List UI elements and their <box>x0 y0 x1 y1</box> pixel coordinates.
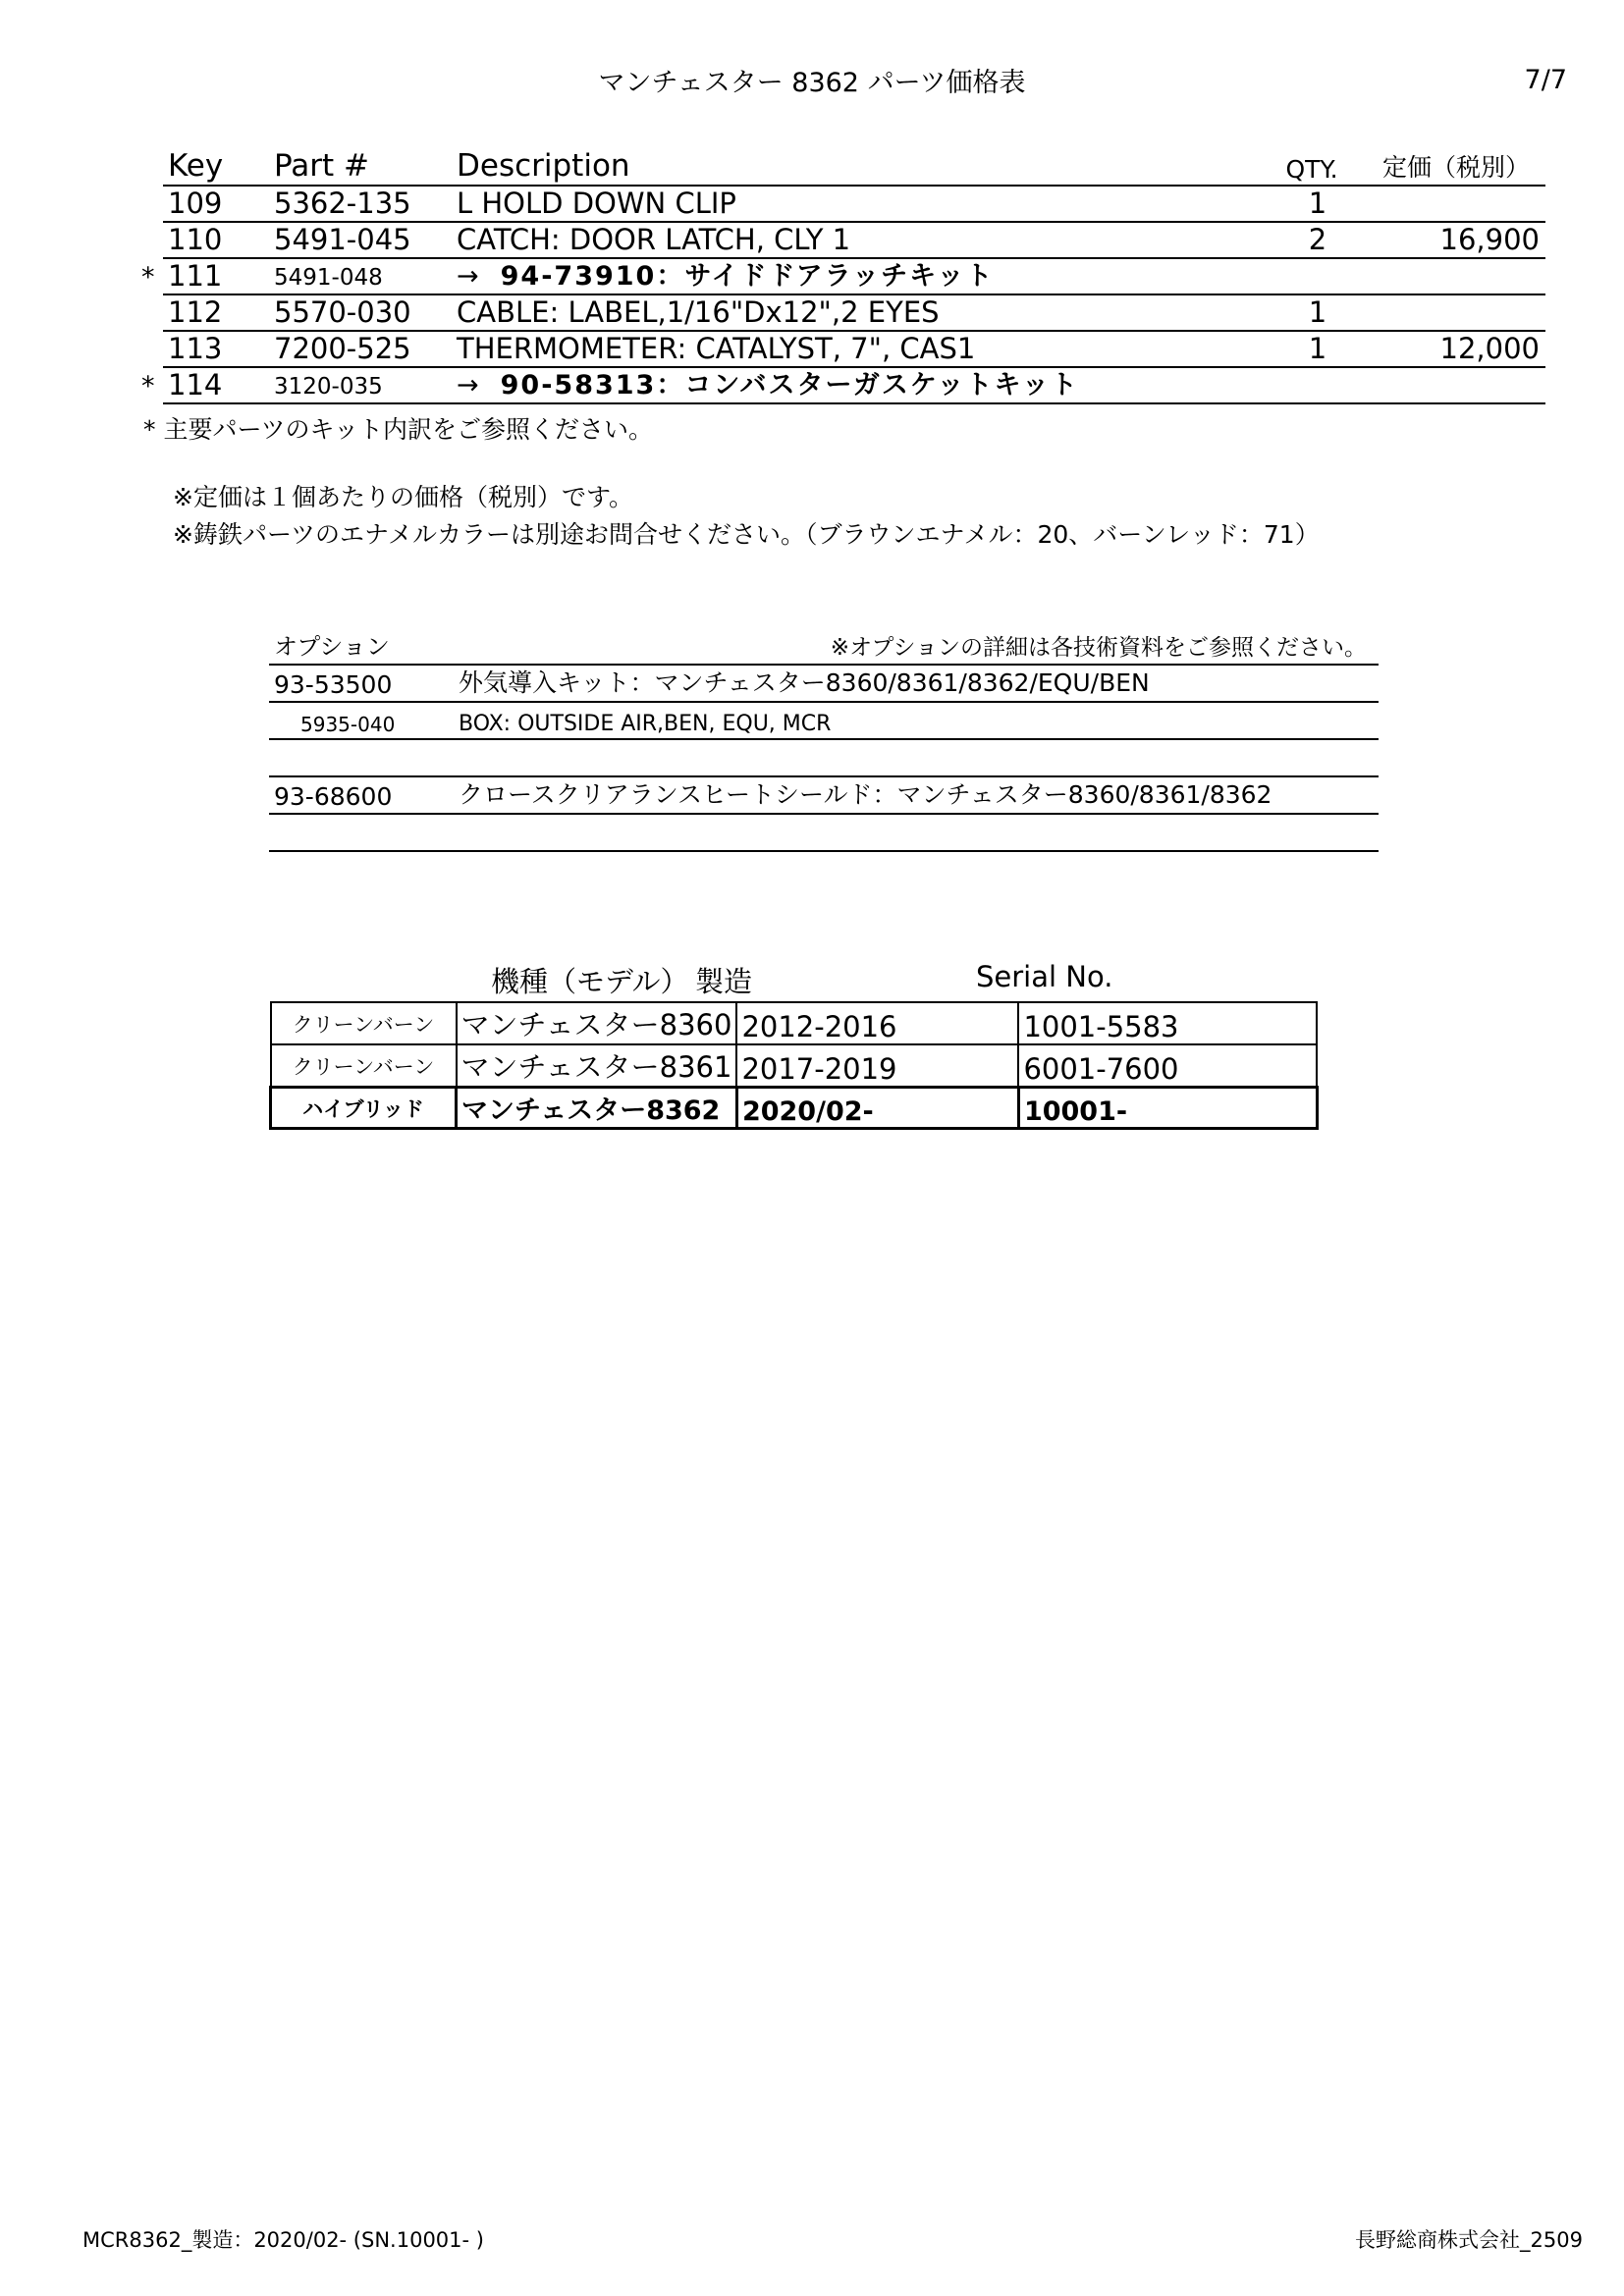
row-kit-description <box>457 363 1079 401</box>
models-table <box>269 1001 1319 1130</box>
option-row <box>269 777 1379 815</box>
row-description: CATCH: DOOR LATCH, CLY 1 <box>457 223 851 256</box>
table-row-current <box>271 1088 1318 1129</box>
table-row <box>163 295 1545 332</box>
table-row-kit <box>141 368 1545 404</box>
row-part-number: 5491-045 <box>274 223 411 256</box>
row-qty: 2 <box>1308 223 1327 256</box>
page-title: マンチェスター 8362 パーツ価格表 <box>598 68 1026 98</box>
model-name: マンチェスター8361 <box>457 1044 737 1088</box>
row-qty: 1 <box>1308 187 1327 220</box>
models-header-made: 製造 <box>695 965 753 998</box>
models-header-serial: Serial No. <box>976 960 1113 993</box>
row-part-number: 5570-030 <box>274 295 411 329</box>
row-key: 114 <box>168 368 223 401</box>
options-header <box>269 626 1379 666</box>
column-header-part: Part # <box>274 148 370 184</box>
row-key: 110 <box>168 223 223 256</box>
column-header-qty: QTY. <box>1285 155 1338 184</box>
model-serial: 10001- <box>1018 1088 1317 1129</box>
table-row <box>271 1044 1318 1088</box>
model-years: 2017-2019 <box>736 1044 1018 1088</box>
model-years: 2020/02- <box>736 1088 1018 1129</box>
row-price: 12,000 <box>1439 332 1540 365</box>
model-type: ハイブリッド <box>271 1088 457 1129</box>
row-part-number: 7200-525 <box>274 332 411 365</box>
model-serial: 6001-7600 <box>1018 1044 1317 1088</box>
model-serial: 1001-5583 <box>1018 1002 1317 1044</box>
arrow-right-icon: → <box>457 261 479 292</box>
options-table <box>269 626 1379 852</box>
kit-star-marker: * <box>141 371 155 401</box>
option-code: 93-53500 <box>274 670 393 699</box>
enamel-note: ※鋳鉄パーツのエナメルカラーは別途お問合せください。（ブラウンエナメル：20、バーンレッド：71） <box>173 520 1320 549</box>
column-header-description: Description <box>457 148 630 184</box>
table-row-kit <box>141 259 1545 295</box>
parts-table-header <box>163 147 1545 187</box>
option-description: クロースクリアランスヒートシールド：マンチェスター8360/8361/8362 <box>459 780 1272 809</box>
model-years: 2012-2016 <box>736 1002 1018 1044</box>
row-key: 112 <box>168 295 223 329</box>
row-part-number: 5362-135 <box>274 187 411 220</box>
row-part-number: 5491-048 <box>274 265 383 291</box>
option-code: 93-68600 <box>274 782 393 811</box>
kit-label: 94-73910：サイドドアラッチキット <box>500 261 995 292</box>
footer-model-info: MCR8362_製造：2020/02- (SN.10001- ) <box>82 2228 484 2252</box>
option-row-empty <box>269 740 1379 777</box>
row-qty: 1 <box>1308 332 1327 365</box>
table-row <box>163 187 1545 223</box>
model-name: マンチェスター8360 <box>457 1002 737 1044</box>
arrow-right-icon: → <box>457 370 479 400</box>
option-row <box>269 703 1379 740</box>
row-key: 111 <box>168 259 223 293</box>
row-key: 109 <box>168 187 223 220</box>
option-description: BOX: OUTSIDE AIR,BEN, EQU, MCR <box>459 712 832 736</box>
options-note: ※オプションの詳細は各技術資料をご参照ください。 <box>830 635 1367 661</box>
model-name: マンチェスター8362 <box>457 1088 737 1129</box>
column-header-key: Key <box>168 148 224 184</box>
footer-company: 長野総商株式会社_2509 <box>1355 2228 1583 2252</box>
row-description: L HOLD DOWN CLIP <box>457 187 736 220</box>
row-description: CABLE: LABEL,1/16"Dx12",2 EYES <box>457 295 940 329</box>
kit-note: * 主要パーツのキット内訳をご参照ください。 <box>143 415 653 444</box>
row-kit-description <box>457 254 995 293</box>
option-row-empty <box>269 815 1379 852</box>
option-sub-code: 5935-040 <box>300 713 396 736</box>
price-note: ※定価は１個あたりの価格（税別）です。 <box>173 483 633 511</box>
kit-star-marker: * <box>141 262 155 293</box>
page-number: 7/7 <box>1524 65 1567 95</box>
model-type: クリーンバーン <box>271 1044 457 1088</box>
row-key: 113 <box>168 332 223 365</box>
models-header-model: 機種（モデル） <box>491 965 689 998</box>
column-header-price: 定価（税別） <box>1381 153 1530 182</box>
option-row <box>269 666 1379 703</box>
option-description: 外気導入キット：マンチェスター8360/8361/8362/EQU/BEN <box>459 668 1150 697</box>
row-part-number: 3120-035 <box>274 374 383 400</box>
row-qty: 1 <box>1308 295 1327 329</box>
parts-table <box>141 147 1545 404</box>
options-title: オプション <box>274 633 390 661</box>
row-price: 16,900 <box>1439 223 1540 256</box>
row-description: THERMOMETER: CATALYST, 7", CAS1 <box>457 332 976 365</box>
table-row <box>271 1002 1318 1044</box>
kit-label: 90-58313：コンバスターガスケットキット <box>500 370 1080 400</box>
model-type: クリーンバーン <box>271 1002 457 1044</box>
